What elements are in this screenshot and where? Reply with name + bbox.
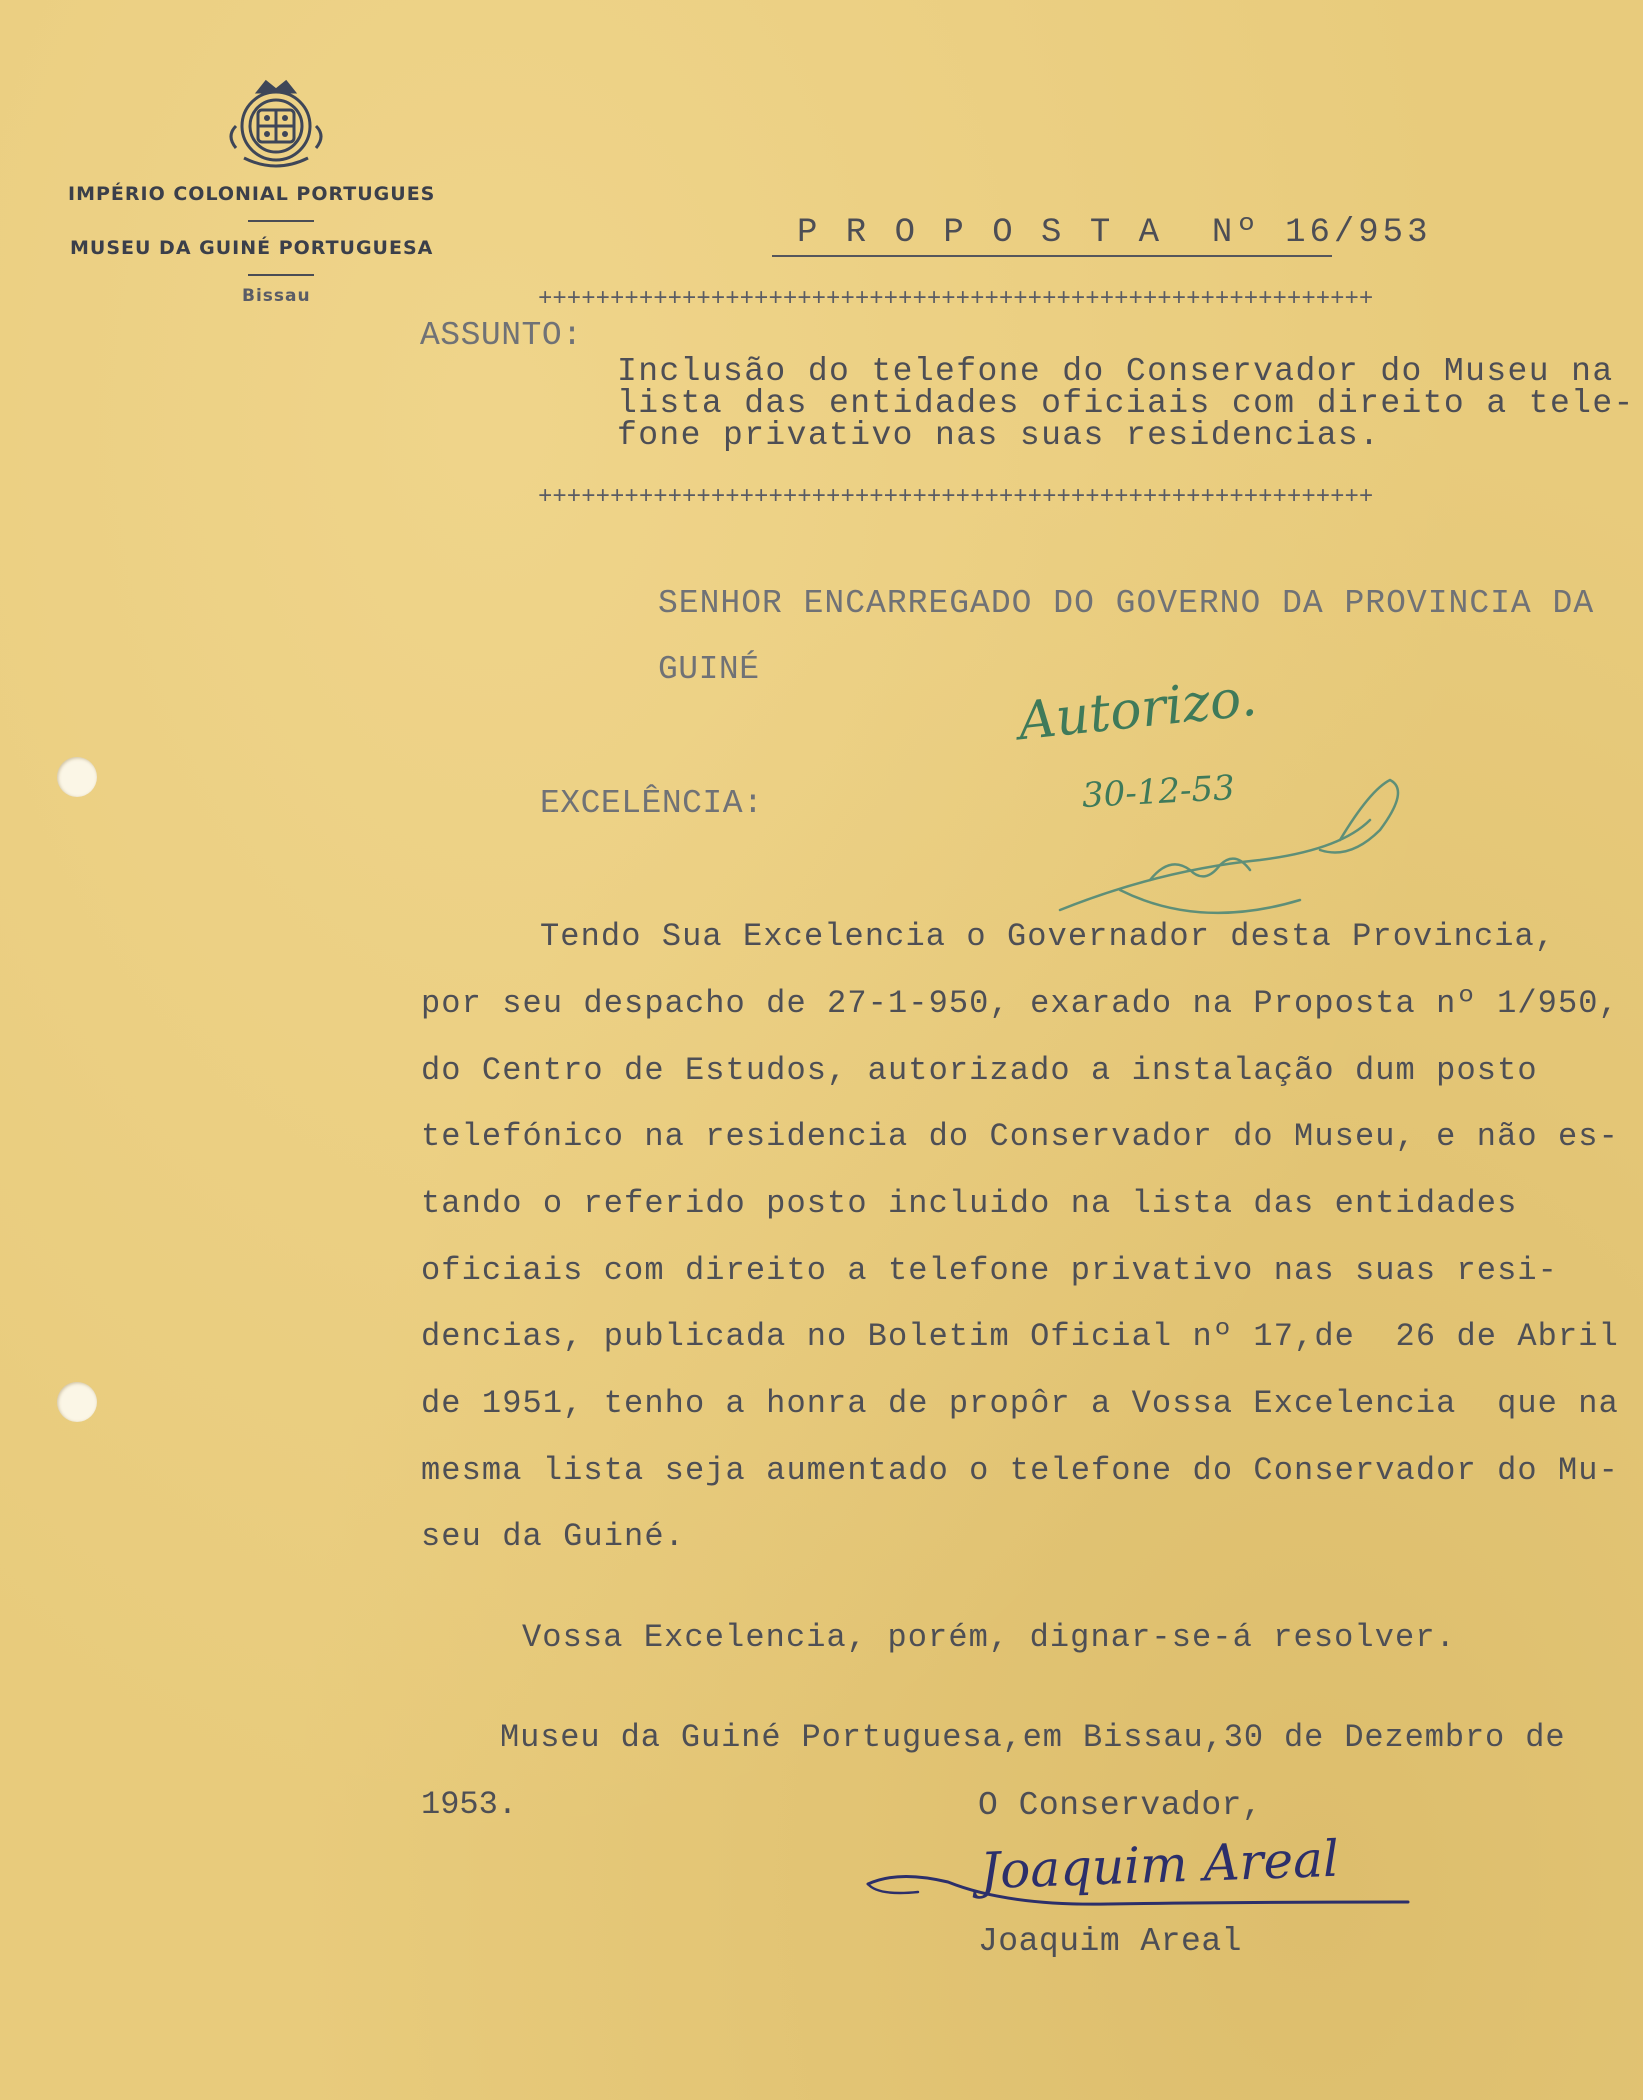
place-date-line-2: 1953. (421, 1786, 518, 1823)
signatory-role: O Conservador, (978, 1787, 1263, 1824)
body-line-4: telefónico na residencia do Conservador do Museu, e não es- (421, 1118, 1619, 1155)
separator-top: ++++++++++++++++++++++++++++++++++++++++++++++++++++++++++ (538, 286, 1374, 313)
body-line-7: dencias, publicada no Boletim Oficial nº 17,de 26 de Abril (421, 1318, 1619, 1355)
punch-hole-top (57, 757, 97, 797)
handwritten-initials-mark (1040, 760, 1420, 930)
body-line-5: tando o referido posto incluido na lista das entidades (421, 1185, 1518, 1222)
handwritten-authorization: Autorizo. (1015, 667, 1260, 753)
body-line-1: Tendo Sua Excelencia o Governador desta Provincia, (540, 918, 1556, 955)
letterhead-divider-1 (248, 220, 314, 222)
coat-of-arms-seal (222, 76, 330, 172)
salutation: EXCELÊNCIA: (540, 785, 764, 822)
body-line-6: oficiais com direito a telefone privativo nas suas resi- (421, 1252, 1558, 1289)
handwritten-signature: Joaquim Areal (979, 1829, 1340, 1901)
letterhead-divider-2 (248, 274, 314, 276)
title-underline (772, 255, 1332, 257)
signatory-name: Joaquim Areal (978, 1923, 1242, 1960)
body-line-9: mesma lista seja aumentado o telefone do Conservador do Mu- (421, 1452, 1619, 1489)
subject-line-1: Inclusão do telefone do Conservador do Museu na (617, 353, 1614, 390)
addressee-line-1: SENHOR ENCARREGADO DO GOVERNO DA PROVINCIA DA (658, 585, 1595, 622)
body-line-3: do Centro de Estudos, autorizado a instalação dum posto (421, 1052, 1538, 1089)
subject-label: ASSUNTO: (420, 317, 583, 354)
body-line-10: seu da Guiné. (421, 1518, 685, 1555)
punch-hole-bottom (57, 1382, 97, 1422)
subject-line-2: lista das entidades oficiais com direito a tele- (617, 385, 1635, 422)
handwritten-authorization-date: 30-12-53 (1081, 768, 1236, 816)
place-date-line-1: Museu da Guiné Portuguesa,em Bissau,30 de Dezembro de (500, 1719, 1566, 1756)
addressee-line-2: GUINÉ (658, 651, 760, 688)
subject-line-3: fone privativo nas suas residencias. (617, 417, 1381, 454)
body-line-8: de 1951, tenho a honra de propôr a Vossa Excelencia que na (421, 1385, 1619, 1422)
closing-line: Vossa Excelencia, porém, dignar-se-á resolver. (522, 1619, 1456, 1656)
document-title: P R O P O S T A Nº 16/953 (797, 214, 1432, 252)
letterhead-line-3: Bissau (242, 286, 311, 306)
letterhead-line-2: MUSEU DA GUINÉ PORTUGUESA (70, 237, 434, 259)
separator-bottom: ++++++++++++++++++++++++++++++++++++++++++++++++++++++++++ (538, 484, 1374, 511)
letterhead-line-1: IMPÉRIO COLONIAL PORTUGUES (68, 183, 436, 205)
body-line-2: por seu despacho de 27-1-950, exarado na Proposta nº 1/950, (421, 985, 1619, 1022)
